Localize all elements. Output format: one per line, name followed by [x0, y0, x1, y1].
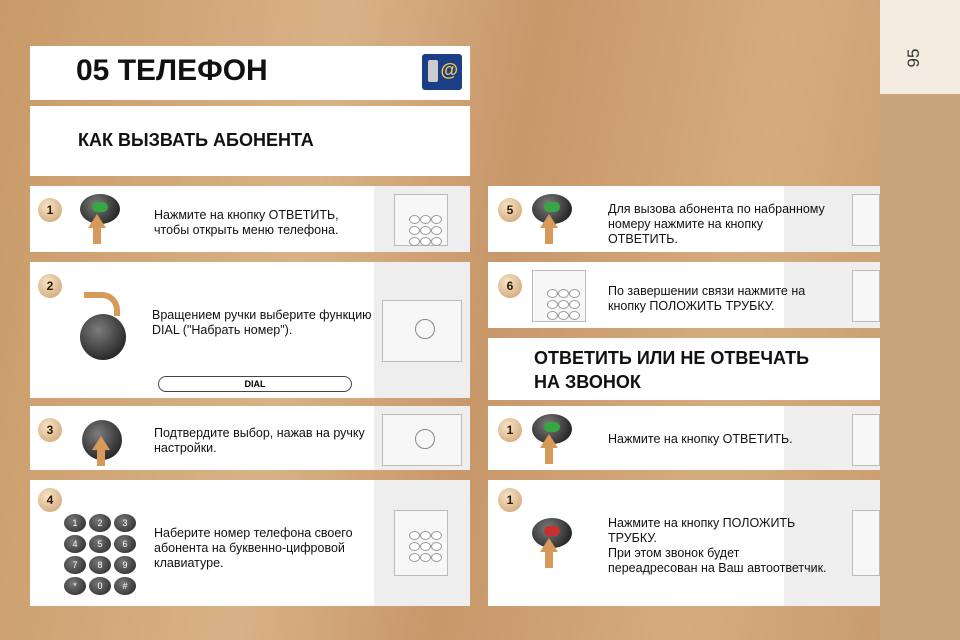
control-panel-icon: [852, 194, 880, 246]
red-phone-icon: [544, 526, 560, 536]
step-badge: 4: [38, 488, 62, 512]
text-line: По завершении связи нажмите на: [608, 284, 806, 298]
key: 4: [64, 535, 86, 553]
text-line: чтобы открыть меню телефона.: [154, 223, 339, 237]
text-line: номеру нажмите на кнопку: [608, 217, 764, 231]
phone-logo-icon: @: [422, 54, 462, 90]
arrow-up-icon: [540, 434, 558, 448]
control-panel-icon: [852, 510, 880, 576]
step-badge: 1: [498, 488, 522, 512]
text-line: Наберите номер телефона своего: [154, 526, 353, 540]
control-panel-icon: [382, 414, 462, 466]
step-badge: 1: [498, 418, 522, 442]
section-title-answer: [534, 346, 809, 394]
step-badge: 5: [498, 198, 522, 222]
step-text: [154, 526, 353, 571]
green-phone-icon: [544, 202, 560, 212]
page-number: 95: [904, 48, 923, 68]
text-line: Нажмите на кнопку ПОЛОЖИТЬ: [608, 516, 796, 530]
step-text: [608, 284, 805, 314]
control-panel-icon: [852, 414, 880, 466]
key: 3: [114, 514, 136, 532]
keypad-icon: [64, 514, 136, 595]
step-badge: 1: [38, 198, 62, 222]
step-card-answer: [488, 406, 880, 470]
knob-outline: [415, 429, 435, 449]
key: 6: [114, 535, 136, 553]
text-line: кнопку ПОЛОЖИТЬ ТРУБКУ.: [608, 299, 775, 313]
green-phone-icon: [544, 422, 560, 432]
arrow-stem: [545, 552, 553, 568]
key: 8: [89, 556, 111, 574]
control-panel-icon: [394, 510, 448, 576]
key: 1: [64, 514, 86, 532]
key: 0: [89, 577, 111, 595]
text-line: Подтвердите выбор, нажав на ручку: [154, 426, 365, 440]
step-card-3: [30, 406, 470, 470]
text-line: Нажмите на кнопку ОТВЕТИТЬ,: [154, 208, 339, 222]
step-badge: 2: [38, 274, 62, 298]
key: 5: [89, 535, 111, 553]
control-panel-icon: [532, 270, 586, 322]
control-panel-icon: [852, 270, 880, 322]
key: #: [114, 577, 136, 595]
control-panel-icon: [394, 194, 448, 246]
step-text: [608, 202, 825, 247]
key: 9: [114, 556, 136, 574]
step-text: [608, 516, 827, 576]
text-line: При этом звонок будет: [608, 546, 740, 560]
section-header-card: [488, 338, 880, 400]
control-panel-icon: [382, 300, 462, 362]
step-text: [152, 308, 372, 338]
step-card-6: [488, 262, 880, 328]
arrow-stem: [93, 228, 101, 244]
arrow-up-icon: [540, 214, 558, 228]
step-text: [154, 426, 365, 456]
section-title-call: КАК ВЫЗВАТЬ АБОНЕНТА: [78, 130, 314, 150]
text-line: DIAL ("Набрать номер").: [152, 323, 293, 337]
text-line: Для вызова абонента по набранному: [608, 202, 825, 216]
key: *: [64, 577, 86, 595]
text-line: Вращением ручки выберите функцию: [152, 308, 372, 322]
text-line: абонента на буквенно-цифровой: [154, 541, 345, 555]
section-header-card: [30, 106, 470, 176]
text-line: настройки.: [154, 441, 217, 455]
key: 7: [64, 556, 86, 574]
arrow-up-icon: [92, 436, 110, 450]
title-line: НА ЗВОНОК: [534, 372, 641, 392]
arrow-stem: [545, 448, 553, 464]
step-text: Нажмите на кнопку ОТВЕТИТЬ.: [608, 432, 793, 446]
arrow-stem: [545, 228, 553, 244]
rotate-arrow-icon: [84, 292, 120, 316]
arrow-up-icon: [88, 214, 106, 228]
dial-label: DIAL: [158, 376, 352, 392]
text-line: ТРУБКУ.: [608, 531, 658, 545]
step-badge: 6: [498, 274, 522, 298]
title-line: ОТВЕТИТЬ ИЛИ НЕ ОТВЕЧАТЬ: [534, 348, 810, 368]
step-card-hangup: [488, 480, 880, 606]
knob-outline: [415, 319, 435, 339]
text-line: ОТВЕТИТЬ.: [608, 232, 678, 246]
text-line: переадресован на Ваш автоответчик.: [608, 561, 827, 575]
arrow-up-icon: [540, 538, 558, 552]
header-card: [30, 46, 470, 100]
step-card-5: [488, 186, 880, 252]
green-phone-icon: [92, 202, 108, 212]
arrow-stem: [97, 450, 105, 466]
page-title: 05 ТЕЛЕФОН: [76, 54, 268, 87]
text-line: клавиатуре.: [154, 556, 224, 570]
step-badge: 3: [38, 418, 62, 442]
step-card-1: [30, 186, 470, 252]
page-margin-lower: [880, 94, 960, 640]
key: 2: [89, 514, 111, 532]
rotary-knob-icon: [80, 314, 126, 360]
step-text: [154, 208, 339, 238]
